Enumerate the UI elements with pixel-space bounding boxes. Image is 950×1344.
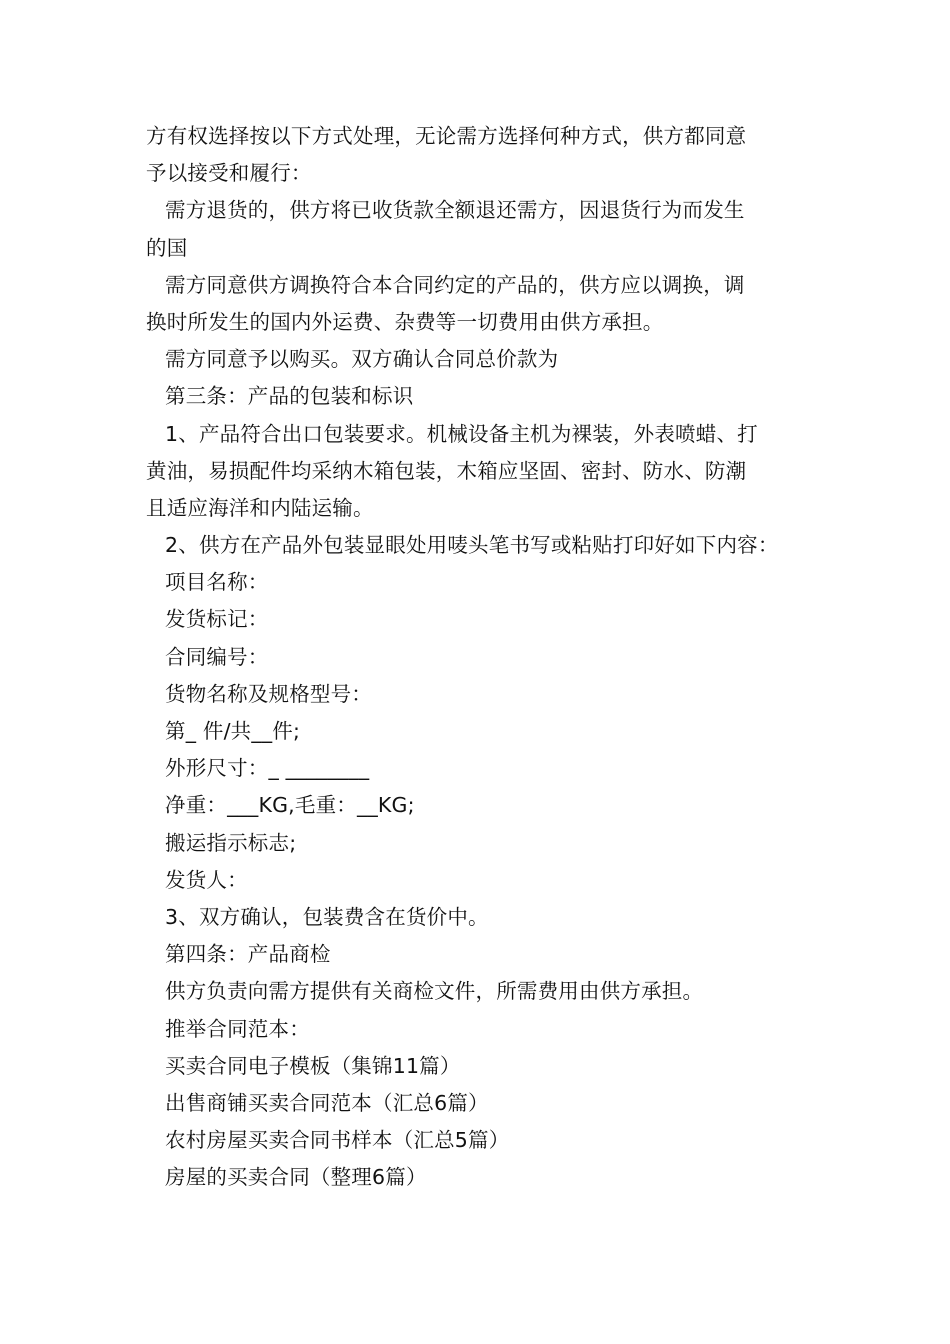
section-heading: 第四条：产品商检 [165, 942, 331, 967]
text-line: 的国 [146, 235, 188, 260]
text-line: 方有权选择按以下方式处理，无论需方选择何种方式，供方都同意 [146, 124, 747, 148]
text-line: 3、双方确认，包装费含在货价中。 [165, 904, 489, 929]
text-line: 予以接受和履行： [146, 161, 312, 186]
form-field-label: 项目名称： [165, 570, 269, 595]
document-body [146, 118, 811, 1196]
section-heading: 第三条：产品的包装和标识 [165, 384, 414, 409]
text-line: 换时所发生的国内外运费、杂费等一切费用由供方承担。 [146, 309, 664, 334]
recommendation-heading: 推举合同范本： [165, 1016, 310, 1041]
recommendation-link[interactable]: 房屋的买卖合同（整理6篇） [165, 1165, 427, 1190]
form-field-label: 第_ 件/共__件; [165, 719, 301, 743]
text-line: 2、供方在产品外包装显眼处用唛头笔书写或粘贴打印好如下内容： [165, 533, 779, 558]
text-line: 1、产品符合出口包装要求。机械设备主机为裸装，外表喷蜡、打 [165, 421, 758, 446]
form-field-label: 合同编号： [165, 644, 269, 669]
form-field-label: 发货标记： [165, 607, 269, 632]
form-field-label: 净重：___KG,毛重：__KG; [165, 793, 415, 818]
recommendation-link[interactable]: 买卖合同电子模板（集锦11篇） [165, 1053, 461, 1078]
text-line: 需方同意供方调换符合本合同约定的产品的，供方应以调换，调 [165, 272, 745, 297]
recommendation-link[interactable]: 出售商铺买卖合同范本（汇总6篇） [165, 1090, 489, 1115]
form-field-label: 货物名称及规格型号： [165, 681, 372, 706]
text-line: 需方退货的，供方将已收货款全额退还需方，因退货行为而发生 [165, 198, 745, 223]
form-field-label: 搬运指示标志; [165, 830, 297, 855]
text-line: 且适应海洋和内陆运输。 [146, 495, 374, 520]
text-line: 需方同意予以购买。双方确认合同总价款为 [165, 347, 559, 372]
form-field-label: 外形尺寸：_ ________ [165, 756, 370, 781]
text-line: 黄油，易损配件均采纳木箱包装，木箱应坚固、密封、防水、防潮 [146, 458, 747, 483]
text-line: 供方负责向需方提供有关商检文件，所需费用由供方承担。 [165, 979, 704, 1004]
form-field-label: 发货人： [165, 867, 248, 892]
recommendation-link[interactable]: 农村房屋买卖合同书样本（汇总5篇） [165, 1128, 510, 1153]
